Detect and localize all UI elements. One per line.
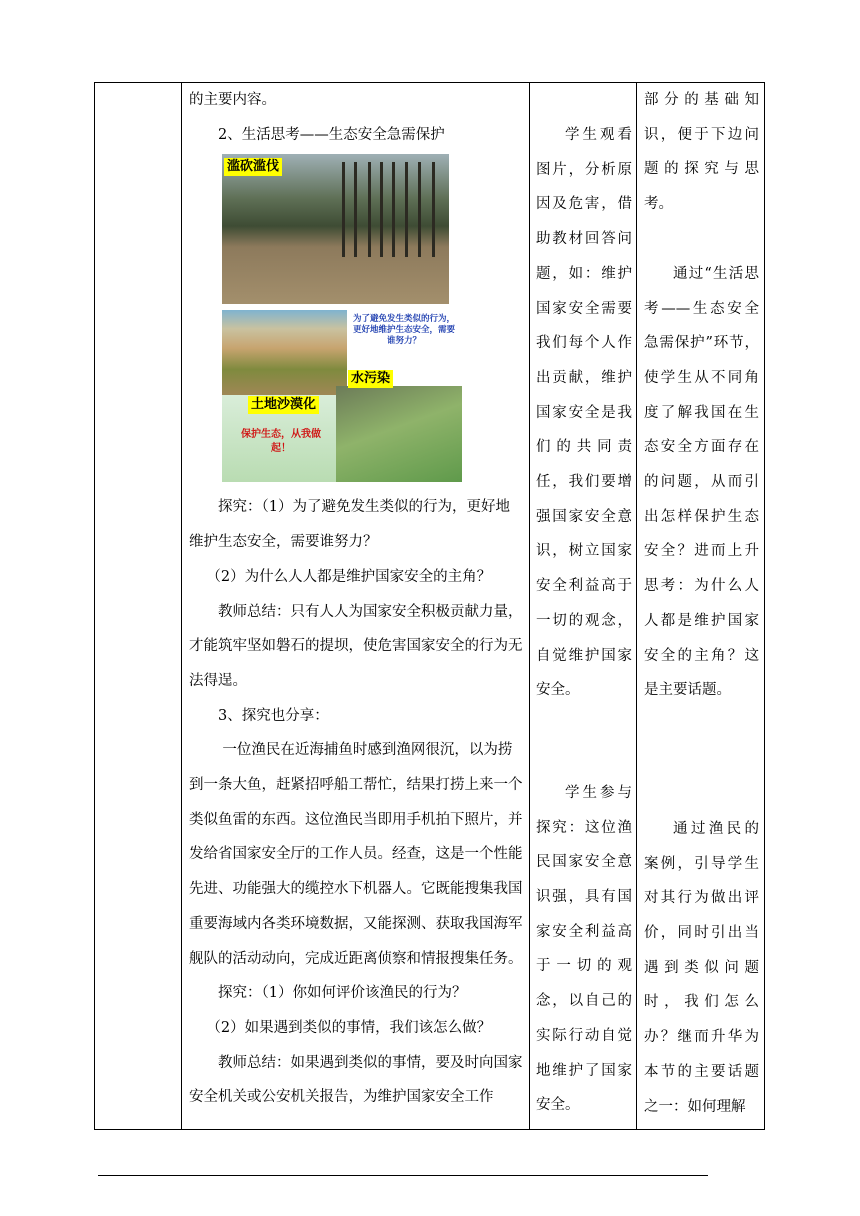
teaching-content-cell [182,83,530,1115]
desertification-label: 土地沙漠化 [248,396,319,414]
content-paragraph: 探究：（1）你如何评价该渔民的行为？ [218,985,467,1002]
intent-paragraph: 部分的基础知识，便于下边问题的探究与思考。 [644,92,759,213]
case-paragraph: 一位渔民在近海捕鱼时感到渔网很沉，以为捞到一条大鱼，赶紧招呼船工帮忙，结果打捞上来一个类似鱼雷的东西。这位渔民当即用手机拍下照片，并发给省国家安全厅的工作人员。经查，这是一个性能先进、功能强大的缆控水下机器人。它既能搜集我国重要海域内各类环境数据，又能探测、获取我国海军舰队的活动动向，完成近距离侦察和情报搜集任务。 [189,742,523,967]
column-divider [636,83,637,1129]
content-paragraph: （2）为什么人人都是维护国家安全的主角？ [206,568,492,585]
activity-paragraph: 学生参与探究：这位渔民国家安全意识强，具有国家安全利益高于一切的观念，以自己的实际行动自觉地维护了国家安全。 [536,784,632,1114]
content-paragraph: 教师总结：如果遇到类似的事情，要及时向国家安全机关或公安机关报告，为维护国家安全工作 [189,1054,523,1106]
content-paragraph: （2）如果遇到类似的事情，我们该怎么做？ [206,1019,492,1036]
design-intent-cell [638,83,764,1124]
desertification-photo [222,310,347,395]
collage-question: 为了避免发生类似的行为，更好地维护生态安全，需要谁努力？ [352,314,455,347]
intent-paragraph: 通过“生活思考——生态安全急需保护”环节，使学生从不同角度了解我国在生态安全方面存在的问题，从而引出怎样保护生态安全？进而上升思考：为什么人人都是维护国家安全的主角？这是主要话题。 [644,265,759,699]
section-heading: 2、生活思考——生态安全急需保护 [218,126,445,143]
water-pollution-label: 水污染 [348,370,393,388]
collage-slogan: 保护生态，从我做起！ [241,429,321,455]
water-pollution-photo [336,386,462,482]
intent-paragraph: 通过渔民的案例，引导学生对其行为做出评价，同时引出当遇到类似问题时，我们怎么办？继而升华为本节的主要话题之一：如何理解 [644,820,759,1115]
deforestation-image [222,154,449,304]
deforestation-label: 滥砍滥伐 [224,158,282,176]
footer-rule [98,1175,708,1176]
content-paragraph: 教师总结：只有人人为国家安全积极贡献力量，才能筑牢坚如磐石的提坝，使危害国家安全的行为无法得逞。 [189,603,523,689]
content-paragraph: 的主要内容。 [189,92,276,108]
activity-paragraph: 学生观看图片，分析原因及危害，借助教材回答问题，如：维护国家安全需要我们每个人作出贡献，维护国家安全是我们的共同责任，我们要增强国家安全意识，树立国家安全利益高于一切的观念，自觉维护国家安全。 [536,127,632,699]
content-paragraph: 探究：（1）为了避免发生类似的行为，更好地维护生态安全，需要谁努力？ [189,499,510,551]
lesson-table [94,82,765,1130]
ecology-collage-image [222,310,462,482]
student-activity-cell [531,83,636,1123]
section-heading: 3、探究也分享： [218,707,329,724]
